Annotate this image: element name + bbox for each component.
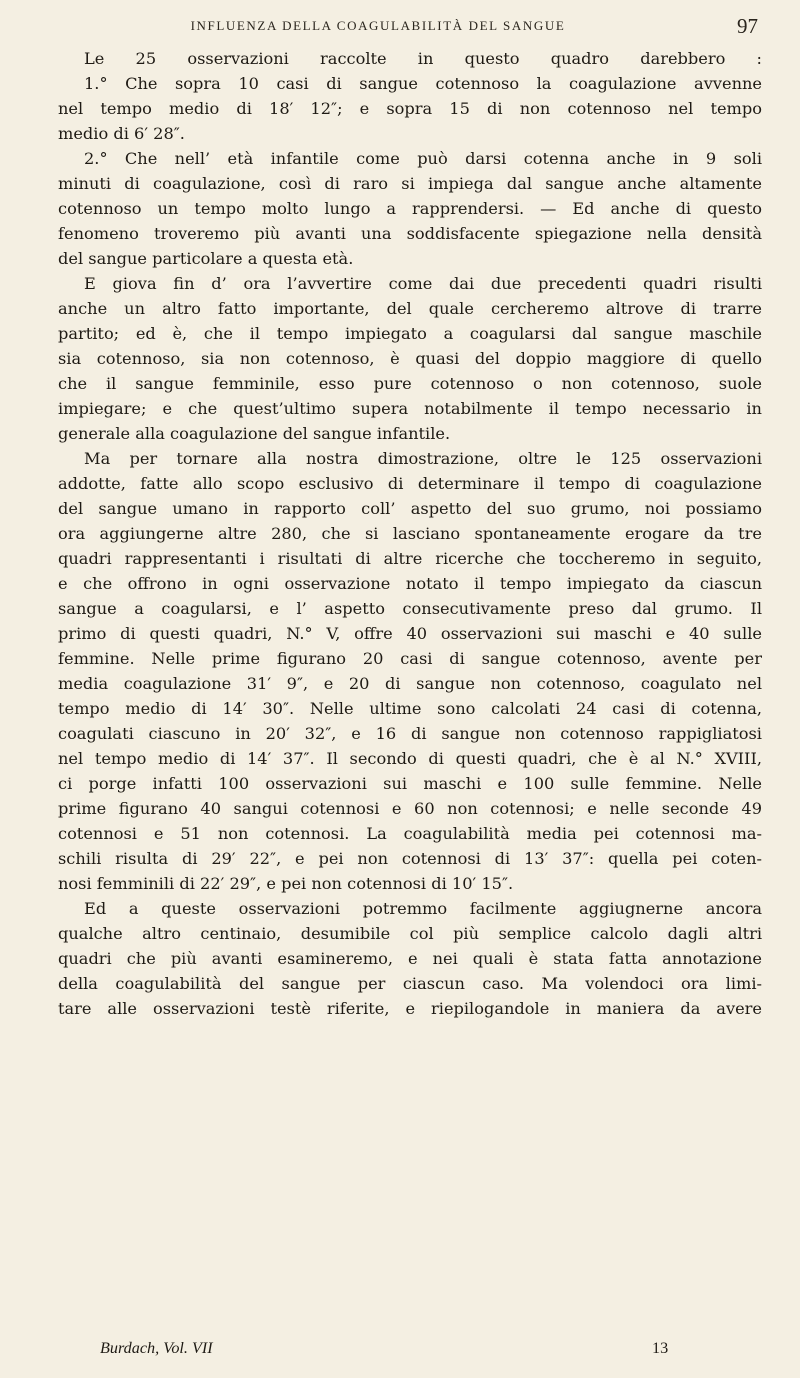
text-line: nosi femminili di 22′ 29″, e pei non cotennosi di 10′ 15″. bbox=[58, 874, 514, 893]
text-line: schili risulta di 29′ 22″, e pei non cotennosi di 13′ 37″: quella pei coten- bbox=[58, 849, 762, 868]
text-line: minuti di coagulazione, così di raro si impiega dal sangue anche altamente bbox=[58, 174, 762, 193]
text-line: qualche altro centinaio, desumibile col più semplice calcolo dagli altri bbox=[58, 924, 762, 943]
text-line: che il sangue femminile, esso pure cotennoso o non cotennoso, suole bbox=[58, 374, 762, 393]
text-line: Ma per tornare alla nostra dimostrazione, oltre le 125 osservazioni bbox=[84, 449, 762, 468]
signature-number: 13 bbox=[652, 1339, 669, 1357]
text-line: sia cotennoso, sia non cotennoso, è quasi del doppio maggiore di quello bbox=[58, 349, 762, 368]
text-line: generale alla coagulazione del sangue infantile. bbox=[58, 424, 451, 443]
text-line: cotennoso un tempo molto lungo a rapprendersi. — Ed anche di questo bbox=[58, 199, 762, 218]
text-line: nel tempo medio di 14′ 37″. Il secondo di questi quadri, che è al N.° XVIII, bbox=[58, 749, 762, 768]
text-line: fenomeno troveremo più avanti una soddisfacente spiegazione nella densità bbox=[58, 224, 762, 243]
text-line: primo di questi quadri, N.° V, offre 40 osservazioni sui maschi e 40 sulle bbox=[58, 624, 762, 643]
text-line: tare alle osservazioni testè riferite, e riepilogandole in maniera da avere bbox=[58, 999, 762, 1018]
text-line: medio di 6′ 28″. bbox=[58, 124, 185, 143]
text-line: sangue a coagularsi, e l’ aspetto consecutivamente preso dal grumo. Il bbox=[58, 599, 762, 618]
text-line: anche un altro fatto importante, del quale cercheremo altrove di trarre bbox=[58, 299, 762, 318]
text-line: partito; ed è, che il tempo impiegato a coagularsi dal sangue maschile bbox=[58, 324, 762, 343]
running-head: INFLUENZA DELLA COAGULABILITÀ DEL SANGUE bbox=[190, 18, 566, 33]
page-footer bbox=[100, 1339, 780, 1365]
text-line: ora aggiungerne altre 280, che si lasciano spontaneamente erogare da tre bbox=[58, 524, 762, 543]
printer-signature: Burdach, Vol. VII bbox=[100, 1339, 213, 1357]
text-line: ci porge infatti 100 osservazioni sui maschi e 100 sulle femmine. Nelle bbox=[58, 774, 762, 793]
text-line: media coagulazione 31′ 9″, e 20 di sangue non cotennoso, coagulato nel bbox=[58, 674, 762, 693]
text-line: e che offrono in ogni osservazione notato il tempo impiegato da ciascun bbox=[58, 574, 762, 593]
text-line: addotte, fatte allo scopo esclusivo di determinare il tempo di coagulazione bbox=[58, 474, 762, 493]
text-line: 2.° Che nell’ età infantile come può darsi cotenna anche in 9 soli bbox=[84, 149, 762, 168]
text-line: Ed a queste osservazioni potremmo facilmente aggiugnerne ancora bbox=[84, 899, 762, 918]
text-line: coagulati ciascuno in 20′ 32″, e 16 di sangue non cotennoso rappigliatosi bbox=[58, 724, 762, 743]
text-line: E giova fin d’ ora l’avvertire come dai due precedenti quadri risulti bbox=[84, 274, 762, 293]
text-line: prime figurano 40 sangui cotennosi e 60 non cotennosi; e nelle seconde 49 bbox=[58, 799, 762, 818]
text-line: impiegare; e che quest’ultimo supera notabilmente il tempo necessario in bbox=[58, 399, 762, 418]
text-line: cotennosi e 51 non cotennosi. La coagulabilità media pei cotennosi ma- bbox=[58, 824, 762, 843]
text-line: quadri rappresentanti i risultati di altre ricerche che toccheremo in seguito, bbox=[58, 549, 762, 568]
text-line: della coagulabilità del sangue per ciascun caso. Ma volendoci ora limi- bbox=[58, 974, 762, 993]
text-line: femmine. Nelle prime figurano 20 casi di sangue cotennoso, avente per bbox=[58, 649, 762, 668]
text-line: quadri che più avanti esamineremo, e nei quali è stata fatta annotazione bbox=[58, 949, 762, 968]
text-line: tempo medio di 14′ 30″. Nelle ultime sono calcolati 24 casi di cotenna, bbox=[58, 699, 762, 718]
text-line: del sangue umano in rapporto coll’ aspetto del suo grumo, noi possiamo bbox=[58, 499, 762, 518]
body-text bbox=[58, 46, 762, 1021]
page-number: 97 bbox=[737, 14, 758, 38]
text-line: del sangue particolare a questa età. bbox=[58, 249, 354, 268]
page-header bbox=[58, 14, 758, 40]
text-line: Le 25 osservazioni raccolte in questo quadro darebbero : bbox=[84, 49, 762, 68]
text-line: nel tempo medio di 18′ 12″; e sopra 15 di non cotennoso nel tempo bbox=[58, 99, 762, 118]
text-line: 1.° Che sopra 10 casi di sangue cotennoso la coagulazione avvenne bbox=[84, 74, 762, 93]
